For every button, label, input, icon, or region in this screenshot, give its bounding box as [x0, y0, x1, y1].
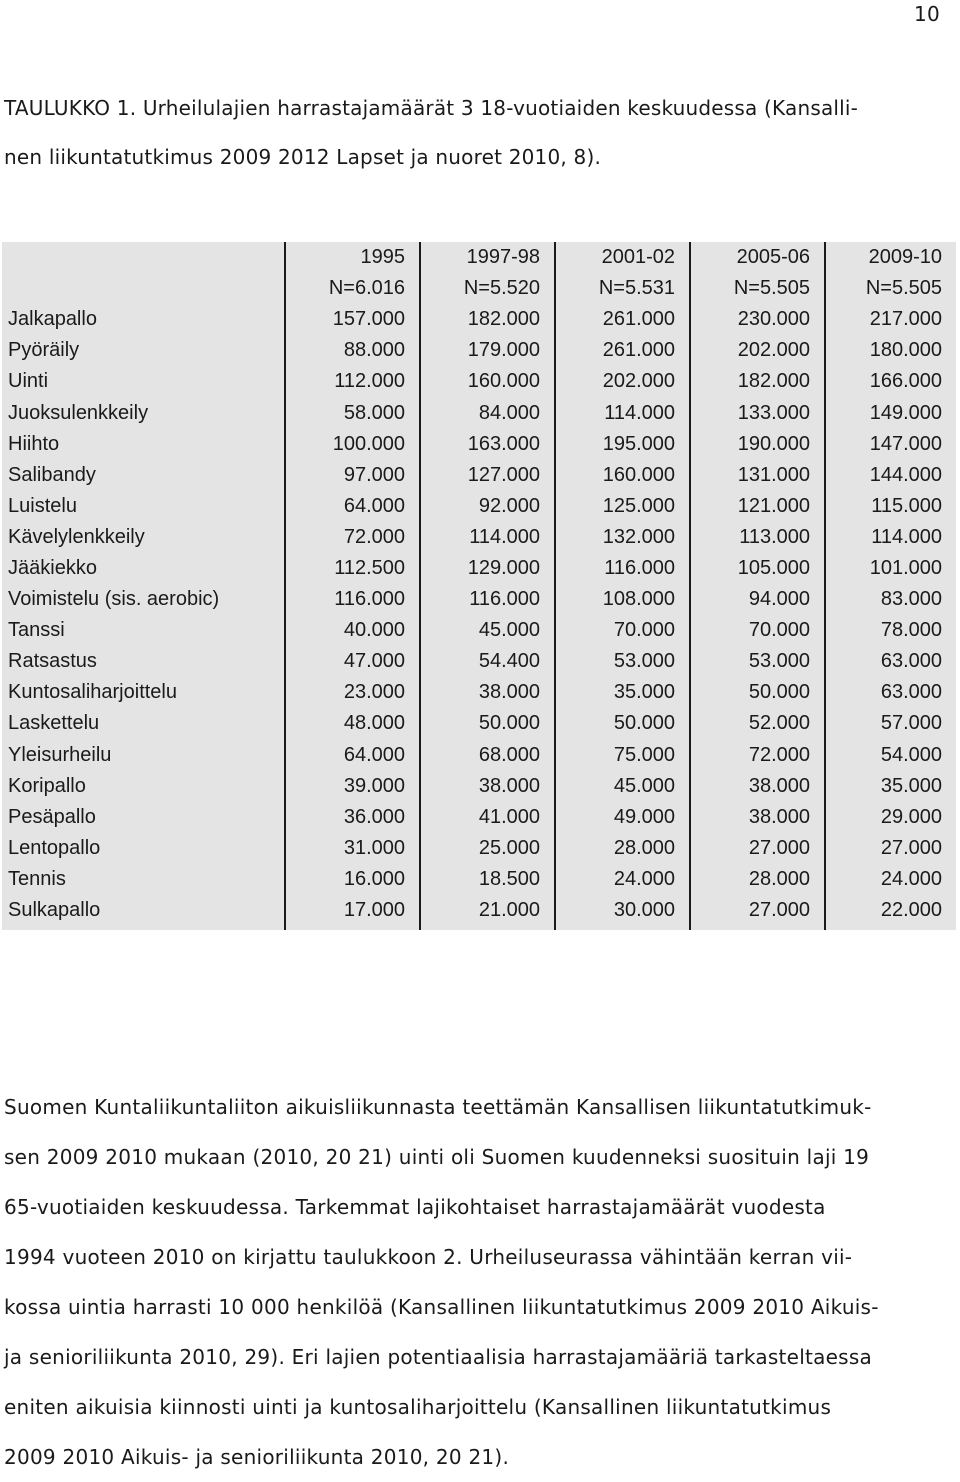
participant-count: 182.000 [420, 304, 555, 335]
table-row [2, 771, 956, 802]
participant-count: 27.000 [825, 833, 956, 864]
participant-count: 202.000 [555, 366, 690, 397]
table-row [2, 522, 956, 553]
participant-count: 68.000 [420, 740, 555, 771]
table-body [2, 304, 956, 930]
participant-count: 115.000 [825, 491, 956, 522]
participant-count: 83.000 [825, 584, 956, 615]
participant-count: 75.000 [555, 740, 690, 771]
participant-count: 72.000 [690, 740, 825, 771]
participant-count: 53.000 [690, 646, 825, 677]
participant-count: 52.000 [690, 708, 825, 739]
year-header: 1997-98 [420, 242, 555, 273]
sample-size-header: N=5.520 [420, 273, 555, 304]
participant-count: 113.000 [690, 522, 825, 553]
sport-name: Uinti [8, 370, 49, 393]
participant-count: 114.000 [555, 397, 690, 428]
participant-count: 30.000 [555, 895, 690, 930]
participant-count: 261.000 [555, 335, 690, 366]
sport-name: Kuntosaliharjoittelu [8, 681, 177, 704]
table-row [2, 460, 956, 491]
participant-count: 261.000 [555, 304, 690, 335]
participant-count: 92.000 [420, 491, 555, 522]
sport-name: Jääkiekko [8, 556, 97, 579]
body-line: 65-vuotiaiden keskuudessa. Tarkemmat lajikohtaiset harrastajamäärät vuodesta [4, 1195, 826, 1219]
participant-count: 217.000 [825, 304, 956, 335]
participant-count: 25.000 [420, 833, 555, 864]
table-row [2, 366, 956, 397]
corner-cell [2, 242, 285, 273]
participant-count: 38.000 [420, 771, 555, 802]
body-line: eniten aikuisia kiinnosti uinti ja kuntosaliharjoittelu (Kansallinen liikuntatutkimus [4, 1395, 832, 1419]
year-header-row [2, 242, 956, 273]
sport-name: Hiihto [8, 432, 60, 455]
participant-count: 35.000 [555, 677, 690, 708]
participant-count: 47.000 [285, 646, 420, 677]
participant-count: 88.000 [285, 335, 420, 366]
table-row [2, 304, 956, 335]
participant-count: 78.000 [825, 615, 956, 646]
participant-count: 101.000 [825, 553, 956, 584]
participant-count: 57.000 [825, 708, 956, 739]
year-header: 2005-06 [690, 242, 825, 273]
participant-count: 202.000 [690, 335, 825, 366]
participant-count: 70.000 [690, 615, 825, 646]
participant-count: 21.000 [420, 895, 555, 930]
participant-count: 114.000 [420, 522, 555, 553]
participant-count: 31.000 [285, 833, 420, 864]
participant-count: 112.000 [285, 366, 420, 397]
participant-count: 23.000 [285, 677, 420, 708]
participation-table [2, 242, 956, 930]
body-paragraph [4, 1082, 944, 1482]
participant-count: 64.000 [285, 491, 420, 522]
participant-count: 230.000 [690, 304, 825, 335]
participant-count: 190.000 [690, 429, 825, 460]
participant-count: 179.000 [420, 335, 555, 366]
sport-name: Kävelylenkkeily [8, 525, 145, 548]
participant-count: 131.000 [690, 460, 825, 491]
sample-size-header: N=5.505 [690, 273, 825, 304]
sport-name: Luistelu [8, 494, 77, 517]
participant-count: 50.000 [555, 708, 690, 739]
participant-count: 53.000 [555, 646, 690, 677]
table-row [2, 740, 956, 771]
sport-name: Laskettelu [8, 712, 100, 735]
table-row [2, 397, 956, 428]
participant-count: 45.000 [555, 771, 690, 802]
body-line: ja senioriliikunta 2010, 29). Eri lajien potentiaalisia harrastajamääriä tarkasteltaessa [4, 1345, 872, 1369]
participant-count: 49.000 [555, 802, 690, 833]
participant-count: 94.000 [690, 584, 825, 615]
participant-count: 116.000 [555, 553, 690, 584]
participant-count: 100.000 [285, 429, 420, 460]
participant-count: 157.000 [285, 304, 420, 335]
participant-count: 24.000 [555, 864, 690, 895]
participant-count: 160.000 [555, 460, 690, 491]
sport-name: Voimistelu (sis. aerobic) [8, 588, 220, 611]
participant-count: 147.000 [825, 429, 956, 460]
participant-count: 70.000 [555, 615, 690, 646]
participant-count: 125.000 [555, 491, 690, 522]
sample-size-header: N=6.016 [285, 273, 420, 304]
participant-count: 39.000 [285, 771, 420, 802]
participant-count: 180.000 [825, 335, 956, 366]
participant-count: 24.000 [825, 864, 956, 895]
sport-name: Salibandy [8, 463, 96, 486]
participant-count: 84.000 [420, 397, 555, 428]
participant-count: 132.000 [555, 522, 690, 553]
participant-count: 58.000 [285, 397, 420, 428]
participant-count: 45.000 [420, 615, 555, 646]
table-row [2, 429, 956, 460]
sample-size-header: N=5.531 [555, 273, 690, 304]
year-header: 2001-02 [555, 242, 690, 273]
sport-name: Sulkapallo [8, 899, 101, 922]
participant-count: 54.400 [420, 646, 555, 677]
sample-size-header: N=5.505 [825, 273, 956, 304]
table-row [2, 646, 956, 677]
table-row [2, 491, 956, 522]
participant-count: 127.000 [420, 460, 555, 491]
sport-name: Ratsastus [8, 650, 97, 673]
participant-count: 38.000 [690, 771, 825, 802]
participant-count: 28.000 [690, 864, 825, 895]
participant-count: 38.000 [420, 677, 555, 708]
body-line: Suomen Kuntaliikuntaliiton aikuisliikunnasta teettämän Kansallisen liikuntatutkimuk- [4, 1095, 872, 1119]
participant-count: 116.000 [420, 584, 555, 615]
caption-line: nen liikuntatutkimus 2009 2012 Lapset ja nuoret 2010, 8). [4, 145, 602, 169]
participant-count: 50.000 [420, 708, 555, 739]
sport-name: Tennis [8, 867, 66, 890]
table-row [2, 335, 956, 366]
participant-count: 54.000 [825, 740, 956, 771]
participant-count: 40.000 [285, 615, 420, 646]
participant-count: 27.000 [690, 895, 825, 930]
participant-count: 116.000 [285, 584, 420, 615]
participant-count: 48.000 [285, 708, 420, 739]
sample-size-row [2, 273, 956, 304]
table-row [2, 802, 956, 833]
participant-count: 64.000 [285, 740, 420, 771]
sport-name: Lentopallo [8, 836, 101, 859]
participant-count: 27.000 [690, 833, 825, 864]
participant-count: 149.000 [825, 397, 956, 428]
sport-name: Jalkapallo [8, 308, 97, 331]
participant-count: 63.000 [825, 677, 956, 708]
participant-count: 144.000 [825, 460, 956, 491]
participant-count: 121.000 [690, 491, 825, 522]
participant-count: 112.500 [285, 553, 420, 584]
caption-line: TAULUKKO 1. Urheilulajien harrastajamäärät 3 18-vuotiaiden keskuudessa (Kansalli- [4, 96, 859, 120]
participant-count: 163.000 [420, 429, 555, 460]
body-line: sen 2009 2010 mukaan (2010, 20 21) uinti oli Suomen kuudenneksi suosituin laji 19 [4, 1145, 870, 1169]
table-row [2, 895, 956, 930]
participant-count: 63.000 [825, 646, 956, 677]
body-line: 1994 vuoteen 2010 on kirjattu taulukkoon 2. Urheiluseurassa vähintään kerran vii- [4, 1245, 853, 1269]
participant-count: 108.000 [555, 584, 690, 615]
corner-cell [2, 273, 285, 304]
participant-count: 72.000 [285, 522, 420, 553]
participant-count: 18.500 [420, 864, 555, 895]
participant-count: 17.000 [285, 895, 420, 930]
table-row [2, 553, 956, 584]
participant-count: 97.000 [285, 460, 420, 491]
table-row [2, 864, 956, 895]
participant-count: 114.000 [825, 522, 956, 553]
sport-name: Yleisurheilu [8, 743, 112, 766]
participation-table-image [2, 242, 956, 930]
sport-name: Koripallo [8, 774, 86, 797]
sport-name: Juoksulenkkeily [8, 401, 149, 424]
sport-name: Pyöräily [8, 339, 80, 362]
page-number: 10 [913, 2, 940, 26]
body-line: kossa uintia harrasti 10 000 henkilöä (Kansallinen liikuntatutkimus 2009 2010 Aikuis- [4, 1295, 879, 1319]
participant-count: 35.000 [825, 771, 956, 802]
participant-count: 160.000 [420, 366, 555, 397]
participant-count: 129.000 [420, 553, 555, 584]
participant-count: 50.000 [690, 677, 825, 708]
participant-count: 41.000 [420, 802, 555, 833]
sport-name: Pesäpallo [8, 805, 96, 828]
participant-count: 182.000 [690, 366, 825, 397]
participant-count: 105.000 [690, 553, 825, 584]
participant-count: 28.000 [555, 833, 690, 864]
year-header: 2009-10 [825, 242, 956, 273]
participant-count: 29.000 [825, 802, 956, 833]
participant-count: 38.000 [690, 802, 825, 833]
sport-name: Tanssi [8, 619, 65, 642]
participant-count: 133.000 [690, 397, 825, 428]
participant-count: 22.000 [825, 895, 956, 930]
body-line: 2009 2010 Aikuis- ja senioriliikunta 2010, 20 21). [4, 1445, 510, 1469]
table-row [2, 677, 956, 708]
participant-count: 16.000 [285, 864, 420, 895]
participant-count: 195.000 [555, 429, 690, 460]
table-caption [4, 84, 934, 182]
table-row [2, 833, 956, 864]
table-row [2, 584, 956, 615]
year-header: 1995 [285, 242, 420, 273]
participant-count: 36.000 [285, 802, 420, 833]
participant-count: 166.000 [825, 366, 956, 397]
table-row [2, 708, 956, 739]
table-row [2, 615, 956, 646]
